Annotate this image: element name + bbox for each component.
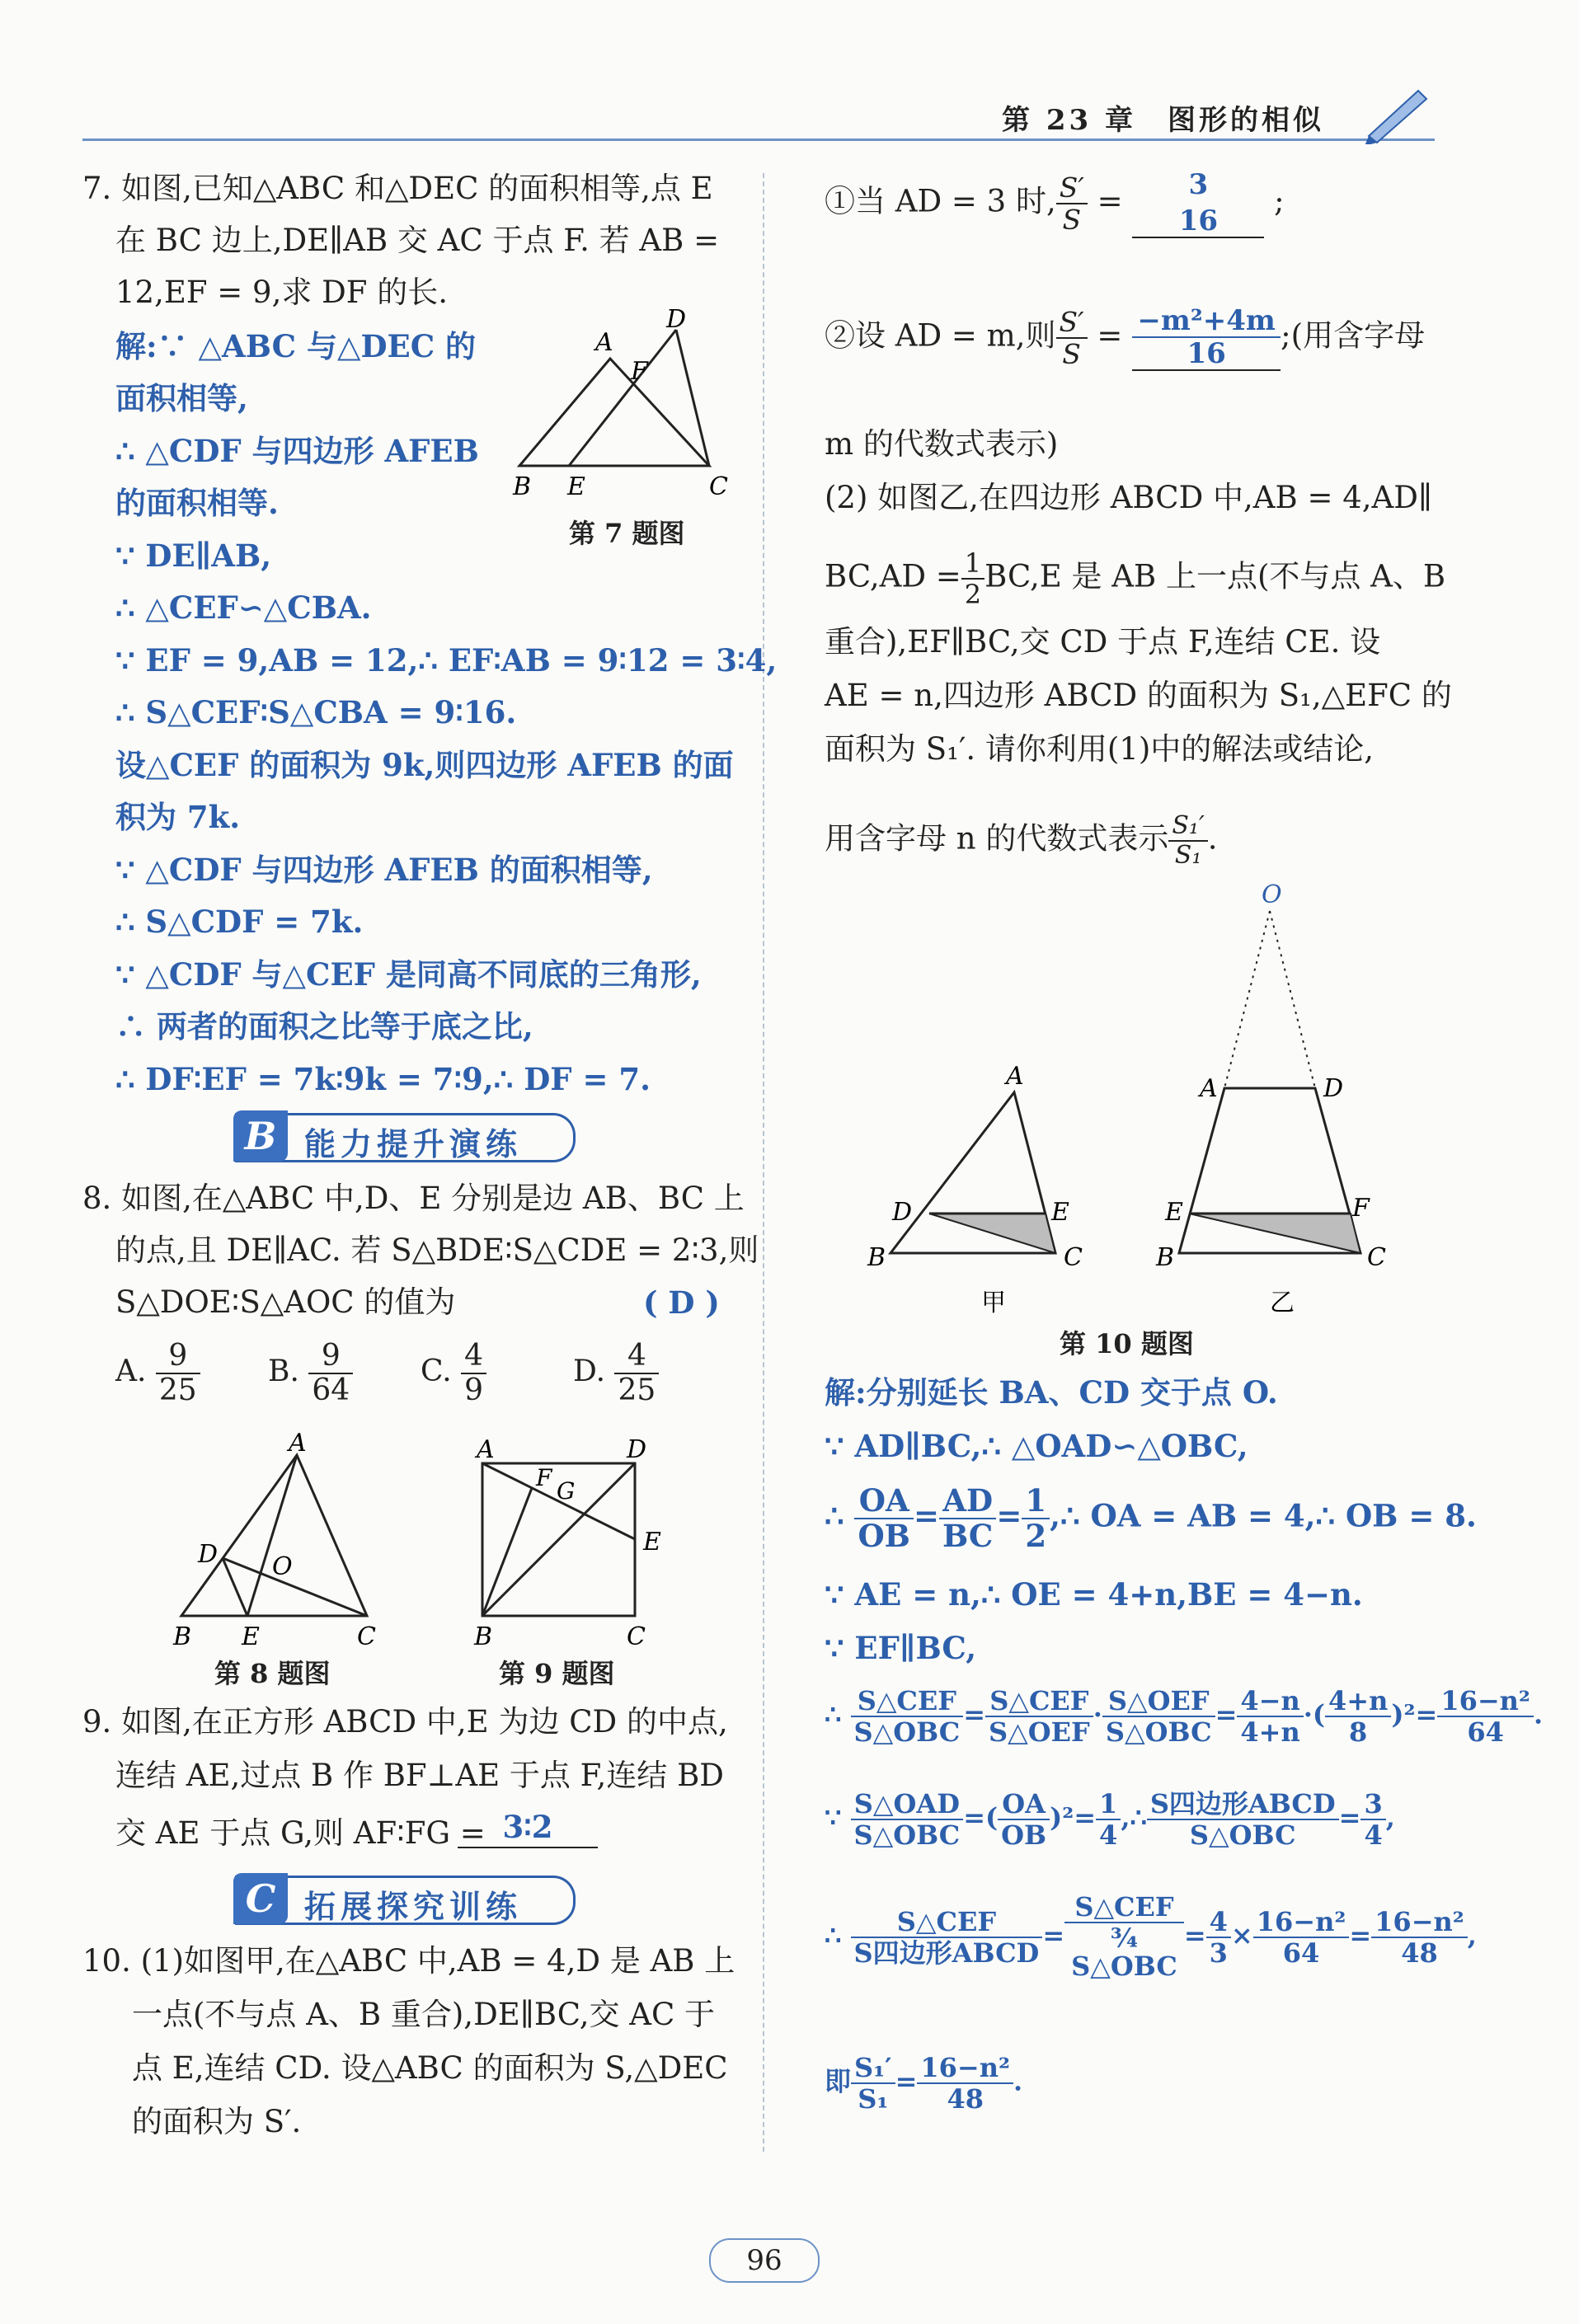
q7-caption: 第 7 题图 [569, 518, 685, 549]
sol3-f3n: 1 [1022, 1484, 1050, 1519]
q10-part2-2 [825, 548, 1445, 609]
sol8-dd: 64 [1282, 1937, 1320, 1969]
sol6-dd: 4+n [1240, 1716, 1300, 1748]
q7-sol-8: ∴ S△CEF∶S△CBA = 9∶16. [115, 694, 517, 730]
sol6-an: S△CEF [851, 1686, 964, 1717]
q7-sol-4: 的面积相等. [115, 485, 279, 521]
q9-answer: 3∶2 [458, 1807, 598, 1848]
q7-sol-3: ∴ △CDF 与四边形 AFEB [115, 433, 479, 469]
sol7-en: 3 [1360, 1789, 1385, 1820]
sol3-f3d: 2 [1025, 1518, 1047, 1554]
q9-label-D: D [627, 1435, 647, 1464]
q10a: ①当 AD = 3 时, $\frac{S'}{S}$ = 3 16 ; [825, 168, 1285, 237]
q7-sol-9: 设△CEF 的面积为 9k,则四边形 AFEB 的面 [115, 747, 734, 783]
q8-option-a [115, 1340, 200, 1407]
fig10b-label-O: O [1262, 882, 1282, 909]
sol6-ed: 8 [1349, 1716, 1368, 1748]
sol8-an: S△CEF [851, 1907, 1043, 1938]
q8-opt-c-den: 9 [464, 1373, 484, 1407]
q7-label-F: F [631, 357, 648, 386]
sol9-ad: S₁ [858, 2083, 889, 2115]
q10a-ans-den: 16 [1178, 204, 1219, 237]
q10-part2-2a: BC,AD = [825, 558, 961, 594]
banner-ability [235, 1113, 576, 1162]
fig10b-label-B: B [1156, 1243, 1175, 1272]
q9-stem-2: 连结 AE,过点 B 作 BF⊥AE 于点 F,连结 BD [115, 1758, 724, 1793]
fig10a-label-A: A [1006, 1062, 1024, 1091]
sol7-ed: 4 [1364, 1819, 1383, 1851]
sol6-cn: S△OEF [1102, 1686, 1215, 1717]
q9-label-B: B [474, 1622, 493, 1649]
figure-q9 [462, 1434, 668, 1649]
q10b: ②设 AD = m,则 $\frac{S'}{S}$ = $\frac{\text{−m²+4m}}{16}$ ;(用含字母 [825, 304, 1426, 370]
q8-option-c [421, 1340, 486, 1407]
q9-label-F: F [536, 1464, 552, 1491]
q10-sol-4: ∵ AE = n,∴ OE = 4+n,BE = 4−n. [825, 1576, 1363, 1613]
q7-stem-1: 7. 如图,已知△ABC 和△DEC 的面积相等,点 E [82, 171, 713, 206]
sol6-rd: 64 [1467, 1716, 1504, 1748]
sol3-f1d: OB [858, 1518, 910, 1554]
sol7-dn: S四边形ABCD [1147, 1789, 1339, 1820]
ratio-den: S₁ [1174, 841, 1202, 870]
q10-part2-4: AE = n,四边形 ABCD 的面积为 S₁,△EFC 的 [825, 678, 1452, 713]
q8-opt-d-den: 25 [618, 1373, 656, 1407]
q10-sol-8: ∴ $\frac{\text{S△CEF}}{\text{S四边形ABCD}}$ = S△CEF ¾ S△OBC = $\frac{4}{3}$ × $\frac{\text{16−n²}}{64}$ = $\frac{\text{16−n²}}{48}$ , [825, 1891, 1477, 1982]
q7-label-D: D [666, 309, 687, 334]
q7-sol-1: 解:∵ △ABC 与△DEC 的 [115, 328, 477, 364]
q10-stem-1: 10. (1)如图甲,在△ABC 中,AB = 4,D 是 AB 上 [82, 1943, 735, 1979]
sol7-cd: 4 [1099, 1819, 1118, 1851]
sol6-dn: 4−n [1237, 1686, 1303, 1717]
page-number: 96 [709, 2238, 820, 2283]
fig10-left-label: 甲 [981, 1289, 1006, 1317]
banner-c-badge: C [233, 1873, 288, 1924]
q7-stem-2: 在 BC 边上,DE∥AB 交 AC 于点 F. 若 AB = [115, 223, 720, 258]
q10-sol-9: 即 $\frac{\text{S₁′}}{\text{S₁}}$ = $\frac{\text{16−n²}}{48}$ . [825, 2052, 1023, 2115]
banner-b-badge: B [233, 1110, 288, 1162]
q9-label-A: A [477, 1435, 495, 1464]
figure-q7 [503, 309, 742, 507]
sol3-f2d: BC [942, 1518, 994, 1554]
sol3-f2n: AD [939, 1484, 996, 1519]
sol8-ad: S四边形ABCD [853, 1937, 1040, 1969]
sol7-an: S△OAD [851, 1789, 964, 1820]
banner-explore [235, 1876, 576, 1925]
sol8-bd: S△OBC [1071, 1951, 1177, 1982]
sol8-bn: S△CEF [1064, 1892, 1184, 1923]
q10b-prefix: ②设 AD = m,则 [825, 317, 1056, 354]
q8-option-b [268, 1340, 353, 1407]
sol7-dd: S△OBC [1189, 1819, 1296, 1851]
q7-label-E: E [567, 472, 585, 501]
q10-sol-1: 解:分别延长 BA、CD 交于点 O. [825, 1374, 1278, 1411]
q9-label-E: E [643, 1528, 661, 1556]
q8-option-d [573, 1340, 659, 1407]
q8-opt-c-num: 4 [461, 1340, 486, 1374]
q9-label-C: C [627, 1622, 646, 1649]
q7-sol-5: ∵ DE∥AB, [115, 538, 272, 574]
sol6-en: 4+n [1325, 1686, 1391, 1717]
q9-stem-1: 9. 如图,在正方形 ABCD 中,E 为边 CD 的中点, [82, 1704, 728, 1739]
q10-stem-4: 的面积为 S′. [132, 2104, 302, 2139]
q10-sol-6: ∴ $\frac{\text{S△CEF}}{\text{S△OBC}}$ = $\frac{\text{S△CEF}}{\text{S△OEF}}$ · $\frac{\text{S△OEF}}{\text{S△OBC}}$ = $\frac{4-n}{4+n}$ ·( $\frac{4+n}{8}$ )²= $\frac{\text{16−n²}}{64}$ . [825, 1685, 1544, 1748]
q8-opt-a-den: 25 [158, 1373, 197, 1407]
q8-stem-3: S△DOE∶S△AOC 的值为 [115, 1284, 456, 1320]
q8-label-E: E [242, 1622, 260, 1651]
fig10a-label-D: D [892, 1198, 913, 1227]
sol6-ad: S△OBC [853, 1716, 961, 1748]
q8-opt-b-label: B. [268, 1354, 299, 1388]
sol8-ed: 48 [1401, 1937, 1438, 1969]
q10-part2-6: 用含字母 n 的代数式表示 $\frac{\text{S₁′}}{\text{S₁}}$ . [825, 811, 1218, 870]
sol8-cd: 3 [1209, 1937, 1228, 1969]
header-rule [82, 139, 1435, 141]
column-divider [763, 173, 764, 2152]
q8-opt-b-num: 9 [308, 1340, 353, 1374]
sol6-bd: S△OEF [989, 1716, 1090, 1748]
sol6-pre: ∴ [825, 1698, 842, 1730]
q7-stem-3: 12,EF = 9,求 DF 的长. [115, 275, 448, 310]
q10-sol-5: ∵ EF∥BC, [825, 1630, 977, 1666]
q10-part2-2b: BC,E 是 AB 上一点(不与点 A、B [985, 558, 1446, 594]
sol8-dn: 16−n² [1253, 1907, 1350, 1938]
q8-caption: 第 8 题图 [214, 1658, 331, 1689]
q7-label-C: C [709, 472, 728, 501]
sol3-pre: ∴ [825, 1497, 844, 1534]
chapter-title: 第 23 章 图形的相似 [1002, 104, 1324, 137]
sol6-rn: 16−n² [1437, 1686, 1534, 1717]
sol7-mid: ,∴ [1121, 1801, 1147, 1833]
fig10b-label-C: C [1367, 1243, 1386, 1272]
q8-label-D: D [198, 1540, 219, 1569]
q10-sol-7: ∵ $\frac{\text{S△OAD}}{\text{S△OBC}}$ =( $\frac{OA}{OB}$ )²= $\frac{1}{4}$ ,∴ $\frac{\text{S四边形ABCD}}{\text{S△OBC}}$ = $\frac{3}{4}$ , [825, 1788, 1395, 1851]
banner-c-text: 拓展探究训练 [304, 1888, 523, 1925]
pencil-icon [1360, 78, 1435, 144]
sol7-bd: OB [1001, 1819, 1047, 1851]
q10b-line2: m 的代数式表示) [825, 426, 1059, 462]
fig10b-label-F: F [1352, 1194, 1370, 1223]
sol9-bd: 48 [947, 2083, 984, 2115]
q7-label-B: B [513, 472, 532, 501]
sol8-en: 16−n² [1371, 1907, 1468, 1938]
q7-sol-7: ∵ EF = 9,AB = 12,∴ EF∶AB = 9∶12 = 3∶4, [115, 642, 778, 678]
q8-stem-1: 8. 如图,在△ABC 中,D、E 分别是边 AB、BC 上 [82, 1181, 745, 1216]
q9-caption: 第 9 题图 [499, 1658, 615, 1689]
sol3-f1n: OA [854, 1484, 914, 1519]
q10-part2-6a: 用含字母 n 的代数式表示 [825, 820, 1169, 857]
q10-caption: 第 10 题图 [1060, 1328, 1194, 1359]
sol7-pre: ∵ [825, 1801, 842, 1833]
fig10-right-label: 乙 [1270, 1289, 1295, 1317]
fig10b-label-D: D [1323, 1074, 1344, 1103]
q7-sol-14: ∴ 两者的面积之比等于底之比, [115, 1008, 533, 1045]
q8-stem-2: 的点,且 DE∥AC. 若 S△BDE∶S△CDE = 2∶3,则 [115, 1232, 759, 1268]
sol6-bn: S△CEF [985, 1686, 1093, 1717]
half-num: 1 [961, 548, 985, 580]
q10b-ans-den: 16 [1187, 337, 1226, 370]
q10a-prefix: ①当 AD = 3 时, [825, 183, 1056, 219]
q10-part2-5: 面积为 S₁′. 请你利用(1)中的解法或结论, [825, 731, 1375, 767]
q8-label-C: C [357, 1622, 376, 1651]
q8-opt-d-label: D. [573, 1354, 606, 1388]
sol7-bn: OA [998, 1789, 1050, 1820]
q8-label-O: O [272, 1552, 293, 1581]
q10a-frac-den: S [1062, 204, 1082, 236]
q7-sol-11: ∵ △CDF 与四边形 AFEB 的面积相等, [115, 852, 653, 888]
fig10a-label-E: E [1051, 1198, 1069, 1227]
half-den: 2 [964, 579, 982, 610]
fig10b-label-E: E [1165, 1198, 1183, 1227]
q8-opt-a-num: 9 [156, 1340, 200, 1374]
sol8-cn: 4 [1206, 1907, 1231, 1938]
q10b-suffix: ;(用含字母 [1281, 317, 1426, 354]
q7-sol-15: ∴ DF∶EF = 7k∶9k = 7∶9,∴ DF = 7. [115, 1061, 651, 1097]
q7-sol-2: 面积相等, [115, 380, 248, 416]
sol7-cn: 1 [1096, 1789, 1121, 1820]
q8-opt-d-num: 4 [614, 1340, 659, 1374]
fig10a-label-B: B [867, 1243, 886, 1272]
q10-stem-2: 一点(不与点 A、B 重合),DE∥BC,交 AC 于 [132, 1997, 716, 2032]
q10-stem-3: 点 E,连结 CD. 设△ABC 的面积为 S,△DEC [132, 2050, 728, 2086]
q7-sol-12: ∴ S△CDF = 7k. [115, 904, 364, 940]
sol6-cd: S△OBC [1105, 1716, 1212, 1748]
q9-label-G: G [557, 1477, 576, 1505]
q10-sol-2: ∵ AD∥BC,∴ △OAD∽△OBC, [825, 1428, 1248, 1464]
sol7-ad: S△OBC [853, 1819, 961, 1851]
q10a-ans-num: 3 [1188, 168, 1209, 201]
q7-sol-10: 积为 7k. [115, 799, 241, 835]
q10-sol-3: ∴ $\frac{OA}{OB}$ = $\frac{AD}{BC}$ = $\frac{1}{2}$ ,∴ OA = AB = 4,∴ OB = 8. [825, 1482, 1477, 1554]
q7-label-A: A [595, 328, 613, 357]
q10a-frac-num: S′ [1056, 172, 1088, 204]
fig10b-label-A: A [1200, 1074, 1218, 1103]
q10-part2-1: (2) 如图乙,在四边形 ABCD 中,AB = 4,AD∥ [825, 480, 1433, 515]
q7-sol-13: ∵ △CDF 与△CEF 是同高不同底的三角形, [115, 956, 702, 993]
q8-answer: ( D ) [643, 1284, 720, 1321]
sol9-pre: 即 [825, 2065, 852, 2097]
q10-part2-3: 重合),EF∥BC,交 CD 于点 F,连结 CE. 设 [825, 624, 1381, 660]
q8-opt-c-label: C. [421, 1354, 452, 1388]
figure-q8 [161, 1430, 383, 1653]
q7-sol-6: ∴ △CEF∽△CBA. [115, 589, 372, 626]
banner-b-text: 能力提升演练 [304, 1125, 523, 1162]
fig10a-label-C: C [1064, 1243, 1083, 1272]
q10b-ans-num: −m²+4m [1132, 305, 1281, 338]
sol8-pre: ∴ [825, 1919, 842, 1951]
q10b-frac-num: S′ [1056, 307, 1088, 339]
q10b-frac-den: S [1062, 338, 1081, 370]
sol9-bn: 16−n² [917, 2053, 1013, 2084]
q8-label-B: B [173, 1622, 192, 1651]
q8-opt-a-label: A. [115, 1354, 147, 1388]
q8-label-A: A [289, 1430, 307, 1458]
sol9-an: S₁′ [851, 2053, 895, 2084]
q9-stem-3: 交 AE 于点 G,则 AF∶FG = [115, 1815, 486, 1851]
figure-q10 [858, 882, 1435, 1327]
q8-opt-b-den: 64 [312, 1373, 350, 1407]
sol3-post: ,∴ OA = AB = 4,∴ OB = 8. [1050, 1497, 1477, 1534]
ratio-num: S₁′ [1168, 812, 1207, 842]
